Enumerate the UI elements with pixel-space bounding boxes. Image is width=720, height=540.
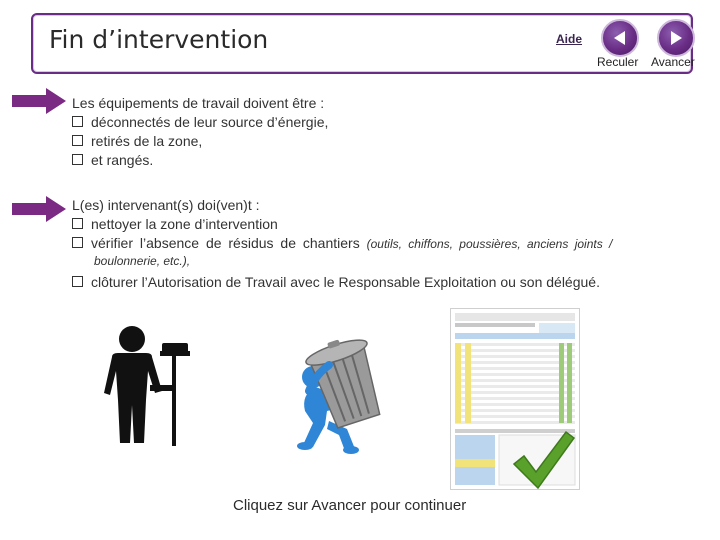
list-item: retirés de la zone,: [72, 132, 472, 151]
forward-label[interactable]: Avancer: [651, 55, 695, 69]
equipment-block: [72, 94, 472, 170]
chevron-left-icon: [611, 29, 629, 47]
trash-carrier-icon: [285, 325, 395, 460]
arrow-right-icon: [12, 196, 66, 222]
header-bar: [31, 13, 693, 74]
checkbox-bullet-icon: [72, 218, 83, 229]
equipment-intro: Les équipements de travail doivent être :: [72, 95, 325, 111]
checkbox-bullet-icon: [72, 154, 83, 165]
list-item: et rangés.: [72, 151, 472, 170]
help-link[interactable]: Aide: [556, 32, 583, 46]
workers-intro: L(es) intervenant(s) doi(ven)t :: [72, 197, 260, 213]
workers-block: [72, 196, 697, 292]
chevron-right-icon: [667, 29, 685, 47]
list-item-detail: boulonnerie, etc.),: [94, 254, 191, 268]
checkbox-bullet-icon: [72, 116, 83, 127]
forward-button[interactable]: [657, 19, 695, 57]
page-title: Fin d’intervention: [49, 25, 269, 54]
checkbox-bullet-icon: [72, 135, 83, 146]
list-item: déconnectés de leur source d’énergie,: [72, 113, 472, 132]
back-label[interactable]: Reculer: [597, 55, 639, 69]
checkbox-bullet-icon: [72, 276, 83, 287]
list-item: vérifier l’absence de résidus de chantiers (outils, chiffons, poussières, anciens joints /: [72, 234, 697, 254]
list-item: clôturer l’Autorisation de Travail avec le Responsable Exploitation ou son délégué.: [72, 273, 697, 292]
list-item: nettoyer la zone d’intervention: [72, 215, 697, 234]
checkbox-bullet-icon: [72, 237, 83, 248]
arrow-right-icon: [12, 88, 66, 114]
janitor-icon: [100, 325, 195, 450]
back-button[interactable]: [601, 19, 639, 57]
check-mark-icon: [510, 428, 576, 490]
continue-hint: Cliquez sur Avancer pour continuer: [233, 497, 467, 514]
